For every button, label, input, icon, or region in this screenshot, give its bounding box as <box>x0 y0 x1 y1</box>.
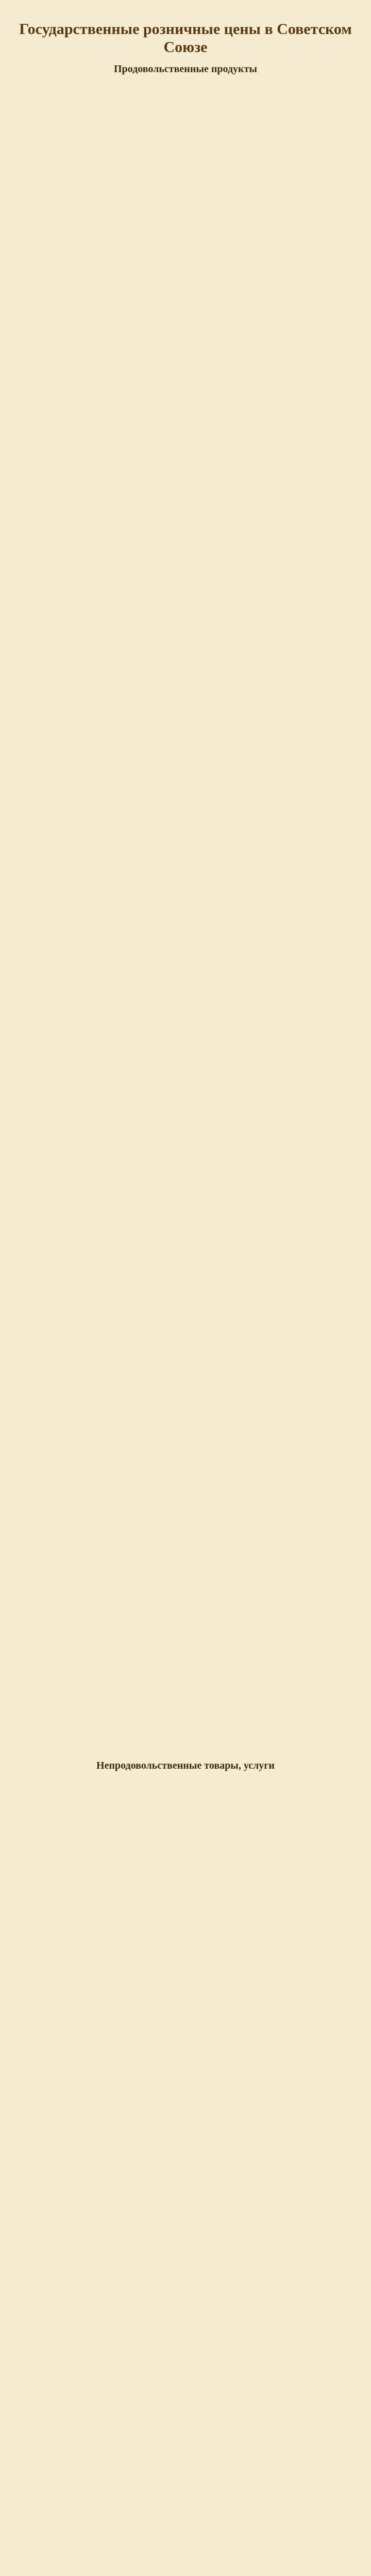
section-nonfood <box>5 1760 366 2576</box>
section-title: Продовольственные продукты <box>114 63 257 75</box>
food-tables-placeholder <box>5 750 366 1085</box>
food-tables-placeholder <box>5 1085 366 1420</box>
section-title: Непродовольственные товары, услуги <box>96 1760 275 1771</box>
section-food <box>5 63 366 1755</box>
document-title: Государственные розничные цены в Советском Союзе <box>19 21 352 56</box>
food-tables-placeholder <box>5 80 366 415</box>
nonfood-tables-placeholder <box>5 2447 366 2576</box>
nonfood-tables-placeholder <box>5 2112 366 2447</box>
food-tables-placeholder <box>5 1420 366 1755</box>
nonfood-tables-placeholder <box>5 1777 366 2112</box>
food-tables-placeholder <box>5 415 366 750</box>
document-page <box>5 0 366 2576</box>
